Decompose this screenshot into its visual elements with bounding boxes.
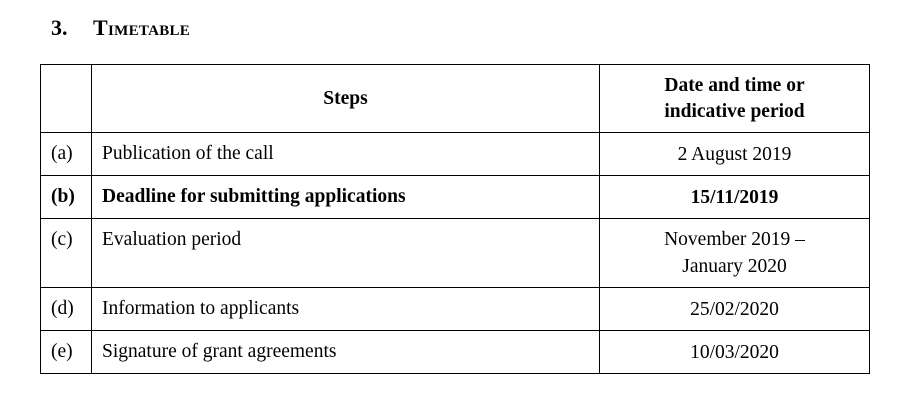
label-column-header bbox=[41, 65, 92, 133]
steps-column-header: Steps bbox=[92, 65, 600, 133]
row-date: 25/02/2020 bbox=[600, 288, 870, 331]
date-header-line-2: indicative period bbox=[664, 100, 805, 122]
section-number: 3. bbox=[51, 15, 68, 40]
section-heading bbox=[51, 14, 190, 42]
date-header-line-1: Date and time or bbox=[664, 74, 805, 96]
row-label: (a) bbox=[41, 133, 92, 176]
row-date-line-2: January 2020 bbox=[682, 256, 787, 277]
row-step: Information to applicants bbox=[92, 288, 600, 331]
row-date: 2 August 2019 bbox=[600, 133, 870, 176]
row-step: Signature of grant agreements bbox=[92, 331, 600, 374]
row-label: (c) bbox=[41, 219, 92, 288]
row-date-line-1: November 2019 – bbox=[664, 229, 805, 250]
table-row bbox=[41, 176, 870, 219]
row-date: 10/03/2020 bbox=[600, 331, 870, 374]
row-date: 15/11/2019 bbox=[600, 176, 870, 219]
row-step: Deadline for submitting applications bbox=[92, 176, 600, 219]
row-label: (e) bbox=[41, 331, 92, 374]
table-row bbox=[41, 331, 870, 374]
row-step: Publication of the call bbox=[92, 133, 600, 176]
timetable-table bbox=[40, 64, 870, 374]
table-row bbox=[41, 288, 870, 331]
table-row bbox=[41, 219, 870, 288]
section-title: Timetable bbox=[93, 15, 191, 40]
row-step: Evaluation period bbox=[92, 219, 600, 288]
table-header-row bbox=[41, 65, 870, 133]
row-date bbox=[600, 219, 870, 288]
row-label: (d) bbox=[41, 288, 92, 331]
row-label: (b) bbox=[41, 176, 92, 219]
table-row bbox=[41, 133, 870, 176]
date-column-header bbox=[600, 65, 870, 133]
